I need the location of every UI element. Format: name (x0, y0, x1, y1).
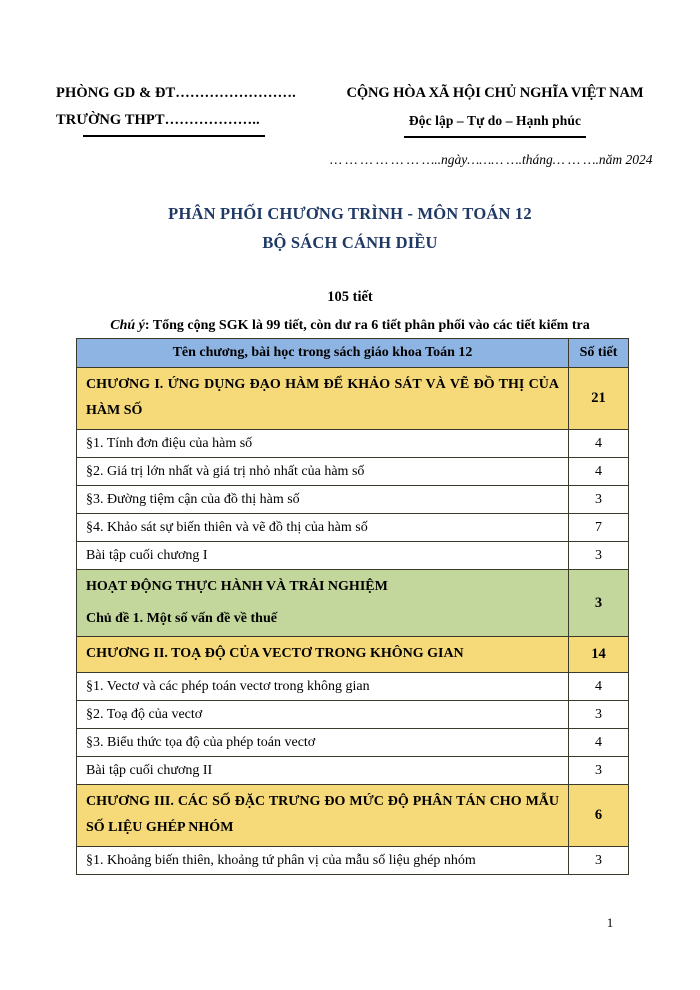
column-header-name: Tên chương, bài học trong sách giáo khoa Toán 12 (77, 339, 569, 368)
cell-periods: 4 (569, 673, 629, 701)
cell-lesson-name: Bài tập cuối chương II (77, 757, 569, 785)
table-body (77, 368, 629, 875)
cell-periods: 7 (569, 514, 629, 542)
table-row (77, 673, 629, 701)
table-row (77, 486, 629, 514)
table-row (77, 570, 629, 637)
cell-chapter-name: CHƯƠNG II. TOẠ ĐỘ CỦA VECTƠ TRONG KHÔNG GIAN (77, 637, 569, 673)
date-placeholder-line: … … … … … … …..ngày……… ….tháng… … ….năm 2024 (330, 152, 653, 167)
curriculum-table (76, 338, 629, 875)
total-periods: 105 tiết (327, 289, 373, 305)
page-title: PHÂN PHỐI CHƯƠNG TRÌNH - MÔN TOÁN 12 (168, 204, 532, 223)
note-line (0, 318, 700, 334)
table-row (77, 430, 629, 458)
table-row (77, 785, 629, 847)
cell-periods: 21 (569, 368, 629, 430)
cell-periods: 3 (569, 757, 629, 785)
cell-chapter-name: CHƯƠNG I. ỨNG DỤNG ĐẠO HÀM ĐỂ KHẢO SÁT VÀ VẼ ĐỒ THỊ CỦA HÀM SỐ (77, 368, 569, 430)
national-title: CỘNG HÒA XÃ HỘI CHỦ NGHĨA VIỆT NAM (346, 85, 644, 101)
national-motto: Độc lập – Tự do – Hạnh phúc (408, 113, 582, 128)
note-text: : Tổng cộng SGK là 99 tiết, còn dư ra 6 tiết phân phối vào các tiết kiểm tra (144, 318, 590, 333)
note-label: Chú ý (110, 318, 145, 333)
table-row (77, 637, 629, 673)
school-underline-rule (83, 135, 265, 137)
cell-chapter-name: CHƯƠNG III. CÁC SỐ ĐẶC TRƯNG ĐO MỨC ĐỘ PHÂN TÁN CHO MẪU SỐ LIỆU GHÉP NHÓM (77, 785, 569, 847)
document-header (48, 80, 652, 138)
school-line: TRƯỜNG THPT……………….. (56, 112, 260, 128)
motto-underline-rule (404, 136, 586, 138)
cell-periods: 4 (569, 458, 629, 486)
cell-lesson-name: §1. Tính đơn điệu của hàm số (77, 430, 569, 458)
cell-periods: 3 (569, 701, 629, 729)
cell-periods: 14 (569, 637, 629, 673)
cell-periods: 3 (569, 570, 629, 637)
header-right-block (338, 80, 652, 138)
table-row (77, 458, 629, 486)
cell-lesson-name: §4. Khảo sát sự biến thiên và vẽ đồ thị của hàm số (77, 514, 569, 542)
table-head (77, 339, 629, 368)
cell-periods: 4 (569, 430, 629, 458)
table-row (77, 757, 629, 785)
cell-lesson-name: §3. Đường tiệm cận của đồ thị hàm số (77, 486, 569, 514)
cell-activity-name (77, 570, 569, 637)
activity-topic: Chủ đề 1. Một số vấn đề về thuế (86, 611, 277, 626)
page-number: 1 (606, 915, 614, 930)
cell-periods: 3 (569, 847, 629, 875)
cell-periods: 3 (569, 542, 629, 570)
page-subtitle: BỘ SÁCH CÁNH DIỀU (262, 233, 438, 252)
cell-periods: 6 (569, 785, 629, 847)
table-row (77, 514, 629, 542)
cell-lesson-name: §1. Vectơ và các phép toán vectơ trong không gian (77, 673, 569, 701)
table-row (77, 701, 629, 729)
department-line: PHÒNG GD & ĐT……………………. (56, 85, 296, 101)
table-row (77, 368, 629, 430)
table-row (77, 847, 629, 875)
cell-lesson-name: §2. Toạ độ của vectơ (77, 701, 569, 729)
cell-lesson-name: Bài tập cuối chương I (77, 542, 569, 570)
cell-periods: 4 (569, 729, 629, 757)
column-header-periods: Số tiết (569, 339, 629, 368)
header-left-block (48, 80, 338, 137)
cell-lesson-name: §3. Biểu thức tọa độ của phép toán vectơ (77, 729, 569, 757)
table-header-row (77, 339, 629, 368)
table-row (77, 729, 629, 757)
cell-periods: 3 (569, 486, 629, 514)
cell-lesson-name: §2. Giá trị lớn nhất và giá trị nhỏ nhất của hàm số (77, 458, 569, 486)
activity-title: HOẠT ĐỘNG THỰC HÀNH VÀ TRẢI NGHIỆM (86, 579, 388, 594)
table-row (77, 542, 629, 570)
cell-lesson-name: §1. Khoảng biến thiên, khoảng tứ phân vị của mẫu số liệu ghép nhóm (77, 847, 569, 875)
